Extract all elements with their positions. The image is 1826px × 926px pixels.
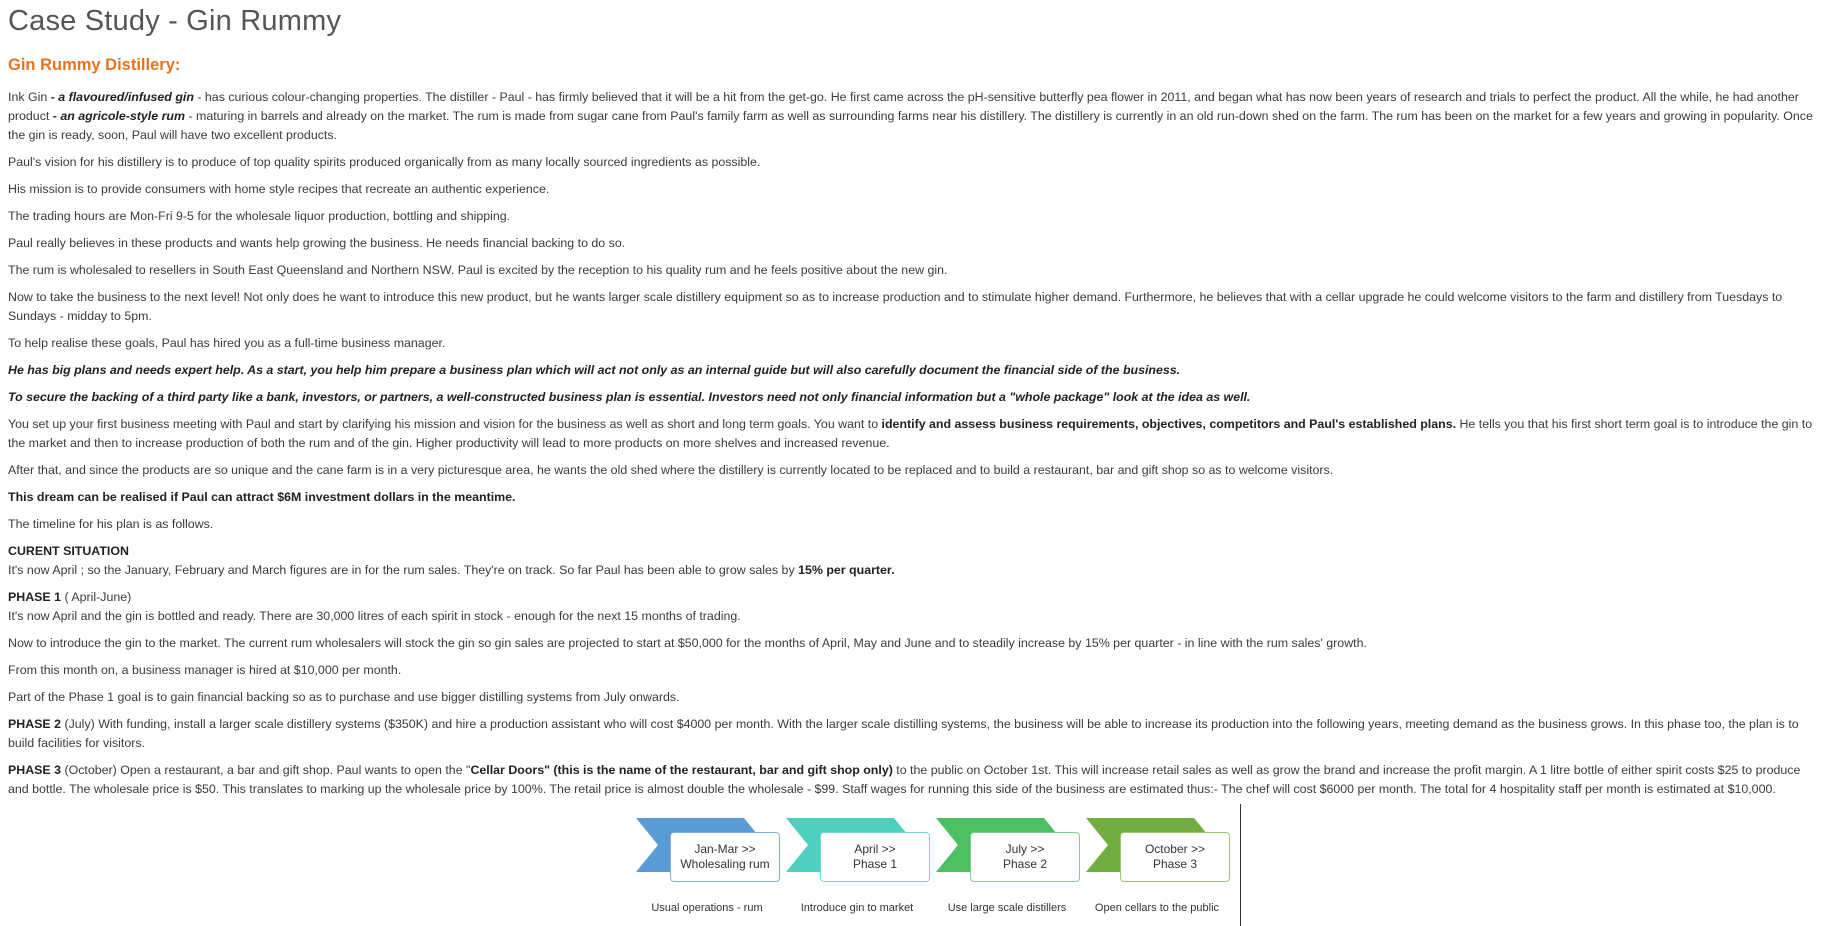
- big-plans-paragraph: He has big plans and needs expert help. As a start, you help him prepare a business plan which will act not only as an internal guide but will also carefully document the financial side of the business.: [8, 363, 1181, 377]
- hired-paragraph: To help realise these goals, Paul has hired you as a full-time business manager.: [8, 336, 446, 350]
- timeline-intro: The timeline for his plan is as follows.: [8, 517, 214, 531]
- timeline-card-3-line2: Phase 2: [1002, 857, 1048, 871]
- page-title: Case Study - Gin Rummy: [8, 5, 342, 37]
- timeline-card-3-line1: July >>: [1005, 842, 1045, 856]
- timeline-card-4-line1: October >>: [1144, 842, 1206, 856]
- timeline-caption-2: Introduce gin to market: [800, 902, 914, 914]
- intro-paragraph: Ink Gin - a flavoured/infused gin - has curious colour-changing properties. The distiller - Paul - has firmly believed that it will be a hit from the get-go. He first came across the pH-sensitive butterfly pea flower in 2011, and began what has now been years of research and trials to perfect the product. All the while, he had another product - an agricole-style rum - maturing in barrels and already on the market. The rum is made from sugar cane from Paul's family farm as well as surrounding farms near his distillery. The distillery is currently in an old run-down shed on the farm. The rum has been on the market for a few years and growing in popularity. Once the gin is ready, soon, Paul will have two excellent products.: [8, 90, 1813, 142]
- phase2-paragraph: PHASE 2 (July) With funding, install a larger scale distillery systems ($350K) and hire a production assistant who will cost $4000 per month. With the larger scale distilling systems, the business will be able to increase its production into the following years, meeting demand as the business grows. In this phase too, the plan is to build facilities for visitors.: [8, 717, 1799, 750]
- trading-hours-paragraph: The trading hours are Mon-Fri 9-5 for the wholesale liquor production, bottling and shipping.: [8, 209, 511, 223]
- introduce-gin-paragraph: Now to introduce the gin to the market. The current rum wholesalers will stock the gin so gin sales are projected to start at $50,000 for the months of April, May and June and to steadily increase by 15% per quarter - in line with the rum sales' growth.: [8, 636, 1367, 650]
- timeline-card-2: [820, 832, 930, 882]
- backing-paragraph: Paul really believes in these products and wants help growing the business. He needs financial backing to do so.: [8, 236, 626, 250]
- timeline-caption-4: Open cellars to the public: [1094, 902, 1220, 914]
- timeline-card-2-line1: April >>: [854, 842, 896, 856]
- after-paragraph: After that, and since the products are so unique and the cane farm is in a very picturesque area, he wants the old shed where the distillery is currently located to be replaced and to build a restaurant, bar and gift shop so as to welcome visitors.: [8, 463, 1334, 477]
- next-level-paragraph: Now to take the business to the next level! Not only does he want to introduce this new product, but he wants larger scale distillery equipment so as to increase production and to stimulate higher demand. Furthermore, he believes that with a cellar upgrade he could welcome visitors to the farm and distillery from Tuesdays to Sundays - midday to 5pm.: [8, 290, 1783, 323]
- timeline-caption-1: Usual operations - rum: [651, 902, 763, 914]
- meeting-paragraph: You set up your first business meeting with Paul and start by clarifying his mission and vision for the business as well as short and long term goals. You want to identify and assess business requirements, objectives, competitors and Paul's established plans. He tells you that his first short term goal is to introduce the gin to the market and then to increase production of both the rum and of the gin. Higher productivity will lead to more products on more shelves and increased revenue.: [8, 417, 1813, 450]
- case-study-body: [8, 88, 1816, 807]
- phase3-paragraph: PHASE 3 (October) Open a restaurant, a bar and gift shop. Paul wants to open the "Cellar Doors" (this is the name of the restaurant, bar and gift shop only) to the public on October 1st. This will increase retail sales as well as grow the brand and increase the profit margin. A 1 litre bottle of either spirit costs $25 to produce and bottle. The wholesale price is $50. This translates to marking up the wholesale price by 100%. The retail price is almost double the wholesale - $99. Staff wages for running this side of the business are estimated thus:- The chef will cost $6000 per month. The total for 4 hospitality staff per month is estimated at $10,000.: [8, 763, 1801, 796]
- manager-paragraph: From this month on, a business manager is hired at $10,000 per month.: [8, 663, 402, 677]
- timeline-card-4: [1120, 832, 1230, 882]
- timeline-caption-3: Use large scale distillers: [947, 902, 1067, 914]
- vision-paragraph: Paul's vision for his distillery is to produce of top quality spirits produced organically from as many locally sourced ingredients as possible.: [8, 155, 761, 169]
- timeline-card-1: [670, 832, 780, 882]
- timeline-card-1-line1: Jan-Mar >>: [694, 842, 756, 856]
- timeline-card-1-line2: Wholesaling rum: [680, 857, 770, 871]
- timeline-diagram: [636, 818, 1246, 926]
- timeline-card-4-line2: Phase 3: [1152, 857, 1198, 871]
- current-situation-text: It's now April ; so the January, February and March figures are in for the rum sales. They're on track. So far Paul has been able to grow sales by 15% per quarter.: [8, 563, 895, 577]
- timeline-card-2-line2: Phase 1: [852, 857, 898, 871]
- phase1-goal-paragraph: Part of the Phase 1 goal is to gain financial backing so as to purchase and use bigger distilling systems from July onwards.: [8, 690, 680, 704]
- dream-paragraph: This dream can be realised if Paul can attract $6M investment dollars in the meantime.: [8, 490, 516, 504]
- section-subtitle: Gin Rummy Distillery:: [8, 56, 181, 74]
- mission-paragraph: His mission is to provide consumers with home style recipes that recreate an authentic experience.: [8, 182, 550, 196]
- phase1-heading: PHASE 1 ( April-June): [8, 590, 132, 604]
- secure-backing-paragraph: To secure the backing of a third party like a bank, investors, or partners, a well-constructed business plan is essential. Investors need not only financial information but a "whole package" look at the idea as well.: [8, 390, 1251, 404]
- current-situation-heading: CURENT SITUATION: [8, 544, 129, 558]
- phase1-text: It's now April and the gin is bottled and ready. There are 30,000 litres of each spirit in stock - enough for the next 15 months of trading.: [8, 609, 741, 623]
- resellers-paragraph: The rum is wholesaled to resellers in South East Queensland and Northern NSW. Paul is excited by the reception to his quality rum and he feels positive about the new gin.: [8, 263, 948, 277]
- timeline-card-3: [970, 832, 1080, 882]
